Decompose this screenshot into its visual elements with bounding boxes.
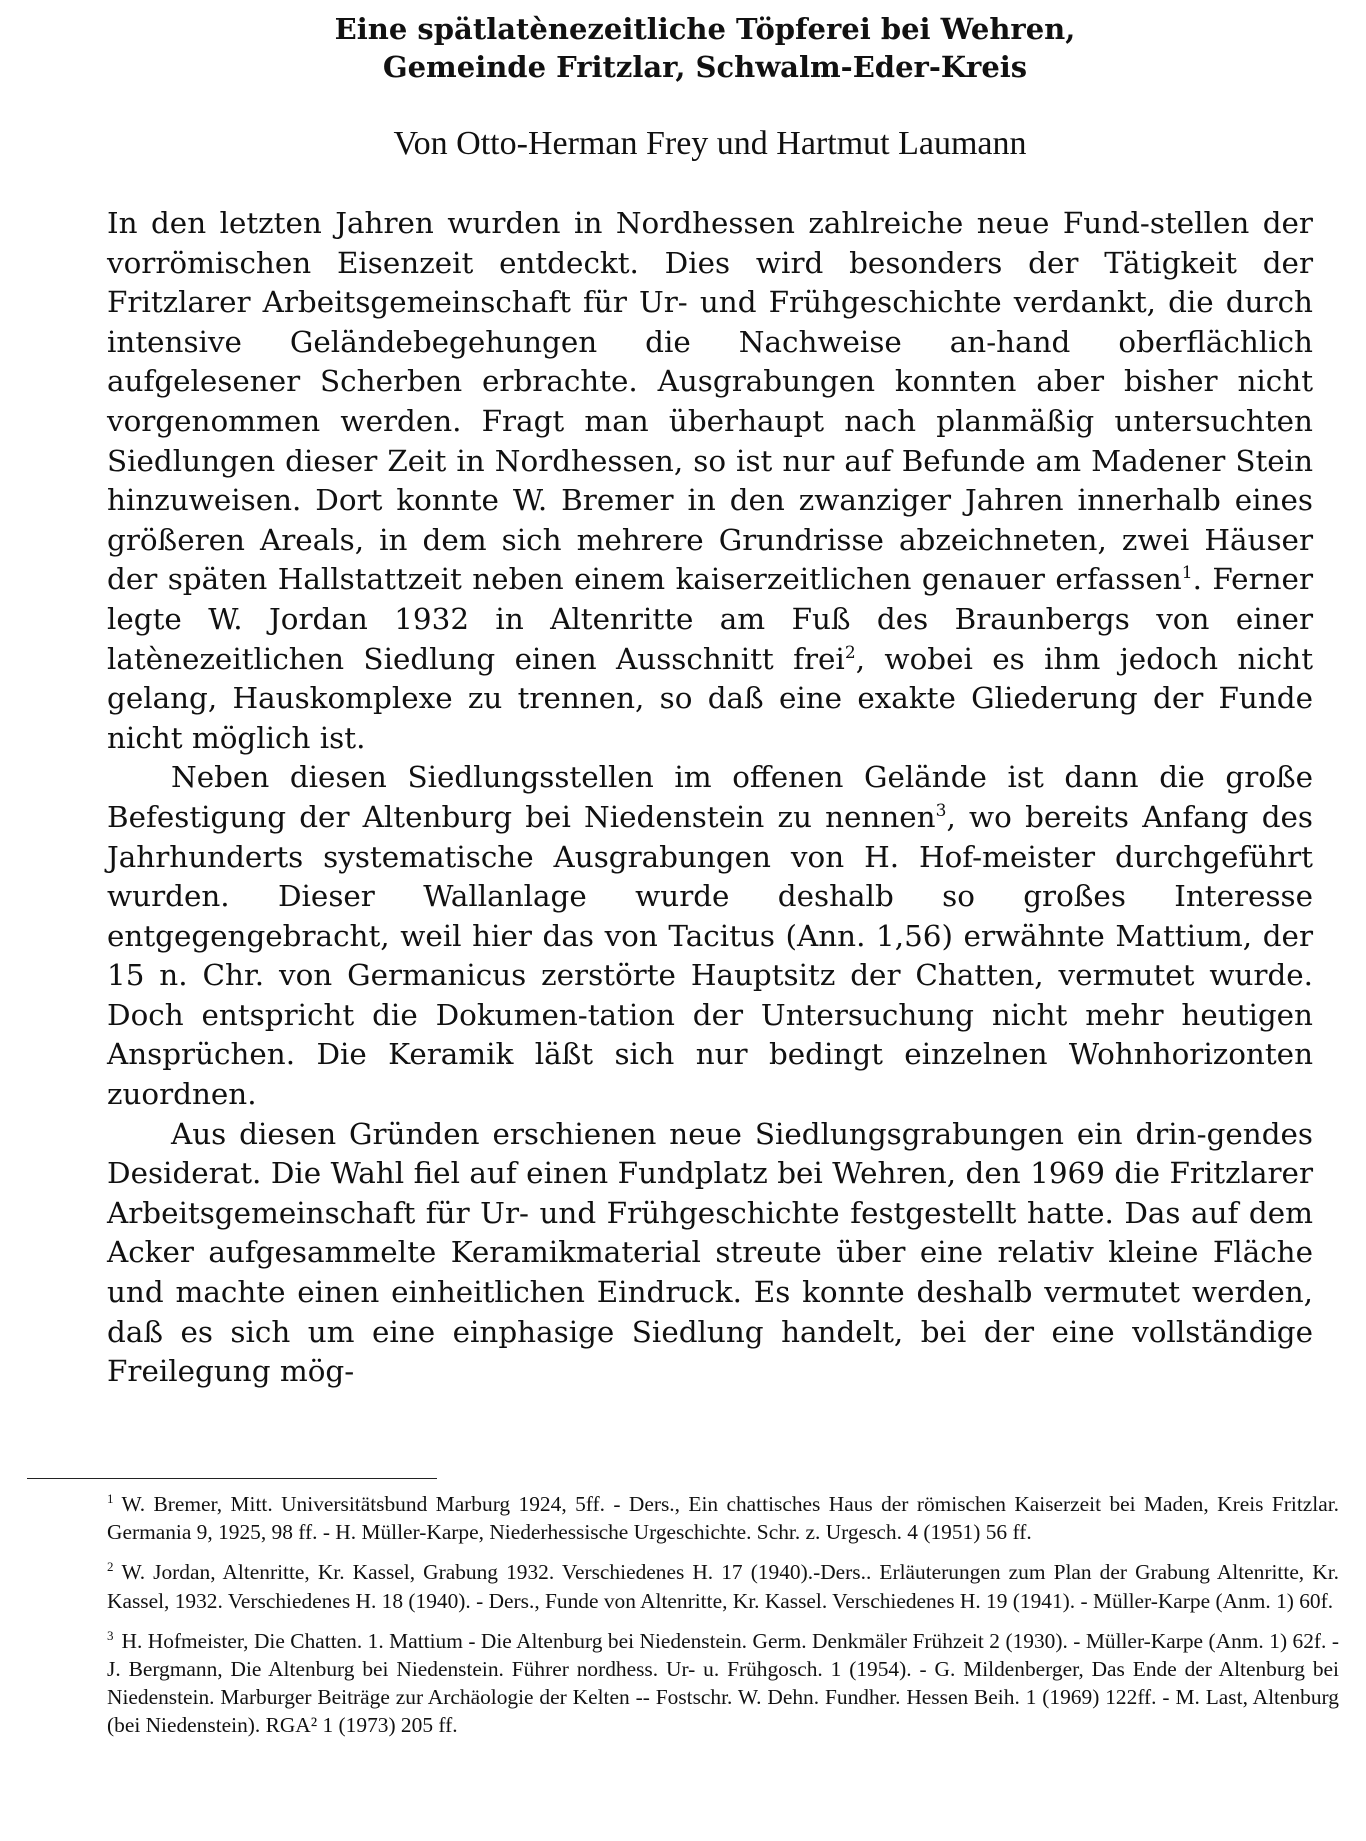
paragraph-2-text-b: , wo bereits Anfang des Jahrhunderts systematische Ausgrabungen von H. Hof-meister durchgeführt wurden. Dieser Wallanlage wurde deshalb so großes Interesse entgegengebracht, weil hier das von Tacitus (Ann. 1,56) erwähnte Mattium, der 15 n. Chr. von Germanicus zerstörte Hauptsitz der Chatten, vermutet wurde. Doch entspricht die Dokumen-tation der Untersuchung nicht mehr heutigen Ansprüchen. Die Keramik läßt sich nur bedingt einzelnen Wohnhorizonten zuordnen. bbox=[107, 799, 1313, 1112]
title-line-2: Gemeinde Fritzlar, Schwalm-Eder-Kreis bbox=[382, 50, 1028, 84]
paragraph-1 bbox=[107, 204, 1313, 758]
footnote-ref-2: 2 bbox=[844, 642, 856, 663]
footnote-mark: 1 bbox=[107, 1490, 114, 1506]
footnotes bbox=[107, 1490, 1339, 1752]
footnote-3 bbox=[107, 1627, 1339, 1740]
paragraph-2 bbox=[107, 758, 1313, 1114]
footnote-ref-1: 1 bbox=[1181, 563, 1193, 584]
paper-title bbox=[0, 10, 1366, 86]
title-line-1: Eine spätlatènezeitliche Töpferei bei Wehren, bbox=[334, 12, 1076, 46]
footnote-separator bbox=[27, 1478, 437, 1479]
body-text bbox=[107, 204, 1313, 1392]
footnote-1 bbox=[107, 1490, 1339, 1546]
footnote-text: W. Jordan, Altenritte, Kr. Kassel, Grabung 1932. Verschiedenes H. 17 (1940).-Ders.. Erläuterungen zum Plan der Grabung Altenritte, Kr. Kassel, 1932. Verschiedenes H. 18 (1940). - Ders., Funde von Altenritte, Kr. Kassel. Verschiedenes H. 19 (1941). - Müller-Karpe (Anm. 1) 60f. bbox=[107, 1560, 1339, 1613]
paragraph-1-text-b: . Ferner legte W. Jordan 1932 in Altenritte am Fuß des Braunbergs von einer latènezeitlichen Siedlung einen Ausschnitt frei bbox=[107, 562, 1313, 676]
paragraph-1-text-c: , wobei es ihm jedoch nicht gelang, Hauskomplexe zu trennen, so daß eine exakte Gliederung der Funde nicht möglich ist. bbox=[107, 641, 1314, 755]
footnote-ref-3: 3 bbox=[935, 801, 947, 822]
paragraph-3: Aus diesen Gründen erschienen neue Siedlungsgrabungen ein drin-gendes Desiderat. Die Wahl fiel auf einen Fundplatz bei Wehren, den 1969 die Fritzlarer Arbeitsgemeinschaft für Ur- und Frühgeschichte festgestellt hatte. Das auf dem Acker aufgesammelte Keramikmaterial streute über eine relativ kleine Fläche und machte einen einheitlichen Eindruck. Es konnte deshalb vermutet werden, daß es sich um eine einphasige Siedlung handelt, bei der eine vollständige Freilegung mög- bbox=[107, 1116, 1313, 1389]
authors-line: Von Otto-Herman Frey und Hartmut Laumann bbox=[393, 125, 1027, 162]
paragraph-1-text-a: In den letzten Jahren wurden in Nordhessen zahlreiche neue Fund-stellen der vorrömischen Eisenzeit entdeckt. Dies wird besonders der Tätigkeit der Fritzlarer Arbeitsgemeinschaft für Ur- und Frühgeschichte verdankt, die durch intensive Geländebegehungen die Nachweise an-hand oberflächlich aufgelesener Scherben erbrachte. Ausgrabungen konnten aber bisher nicht vorgenommen werden. Fragt man überhaupt nach planmäßig untersuchten Siedlungen dieser Zeit in Nordhessen, so ist nur auf Befunde am Madener Stein hinzuweisen. Dort konnte W. Bremer in den zwanziger Jahren innerhalb eines größeren Areals, in dem sich mehrere Grundrisse abzeichneten, zwei Häuser der späten Hallstattzeit neben einem kaiserzeitlichen genauer erfassen bbox=[107, 206, 1313, 597]
footnote-2 bbox=[107, 1558, 1339, 1614]
footnote-text: W. Bremer, Mitt. Universitätsbund Marburg 1924, 5ff. - Ders., Ein chattisches Haus der römischen Kaiserzeit bei Maden, Kreis Fritzlar. Germania 9, 1925, 98 ff. - H. Müller-Karpe, Niederhessische Urgeschichte. Schr. z. Urgesch. 4 (1951) 56 ff. bbox=[107, 1492, 1339, 1545]
footnote-mark: 3 bbox=[107, 1627, 114, 1643]
footnote-mark: 2 bbox=[107, 1559, 114, 1575]
paragraph-2-text-a: Neben diesen Siedlungsstellen im offenen Gelände ist dann die große Befestigung der Altenburg bei Niedenstein zu nennen bbox=[107, 760, 1313, 834]
footnote-text: H. Hofmeister, Die Chatten. 1. Mattium - Die Altenburg bei Niedenstein. Germ. Denkmäler Frühzeit 2 (1930). - Müller-Karpe (Anm. 1) 62f. - J. Bergmann, Die Altenburg bei Niedenstein. Führer nordhess. Ur- u. Frühgosch. 1 (1954). - G. Mildenberger, Das Ende der Altenburg bei Niedenstein. Marburger Beiträge zur Archäologie der Kelten -- Fostschr. W. Dehn. Fundher. Hessen Beih. 1 (1969) 122ff. - M. Last, Altenburg (bei Niedenstein). RGA² 1 (1973) 205 ff. bbox=[107, 1628, 1339, 1738]
